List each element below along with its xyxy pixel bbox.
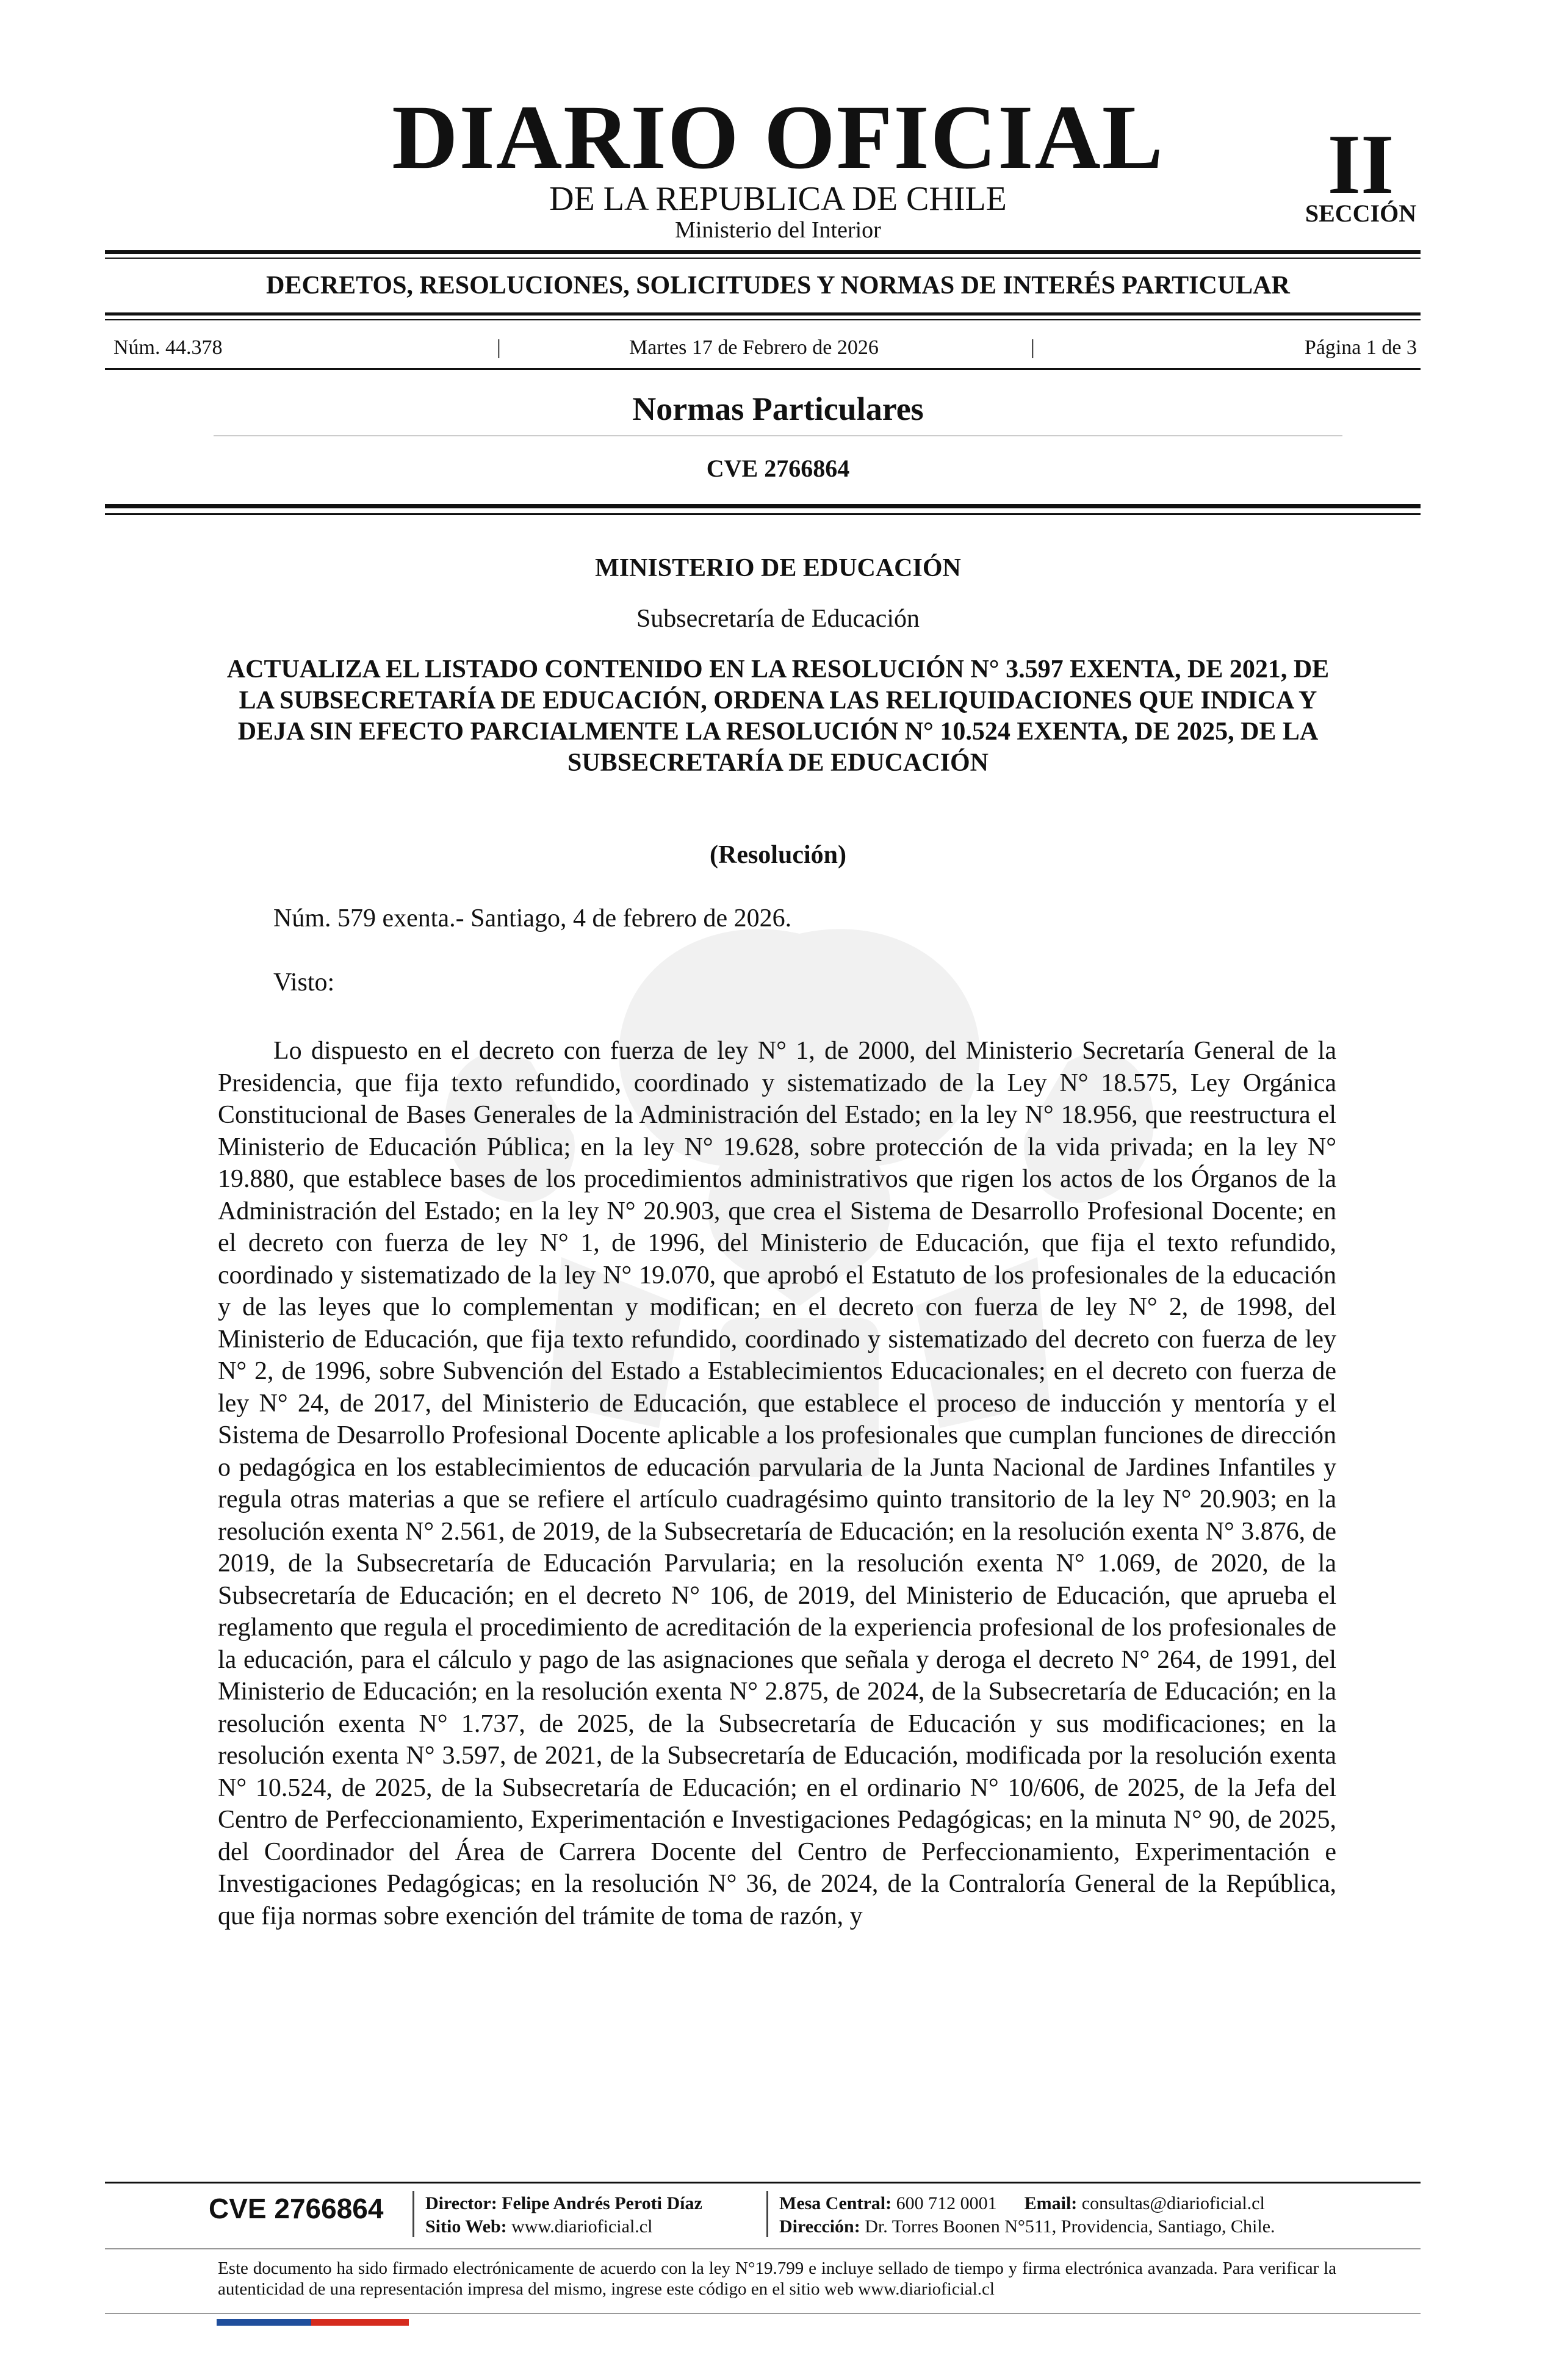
visto-paragraph: Lo dispuesto en el decreto con fuerza de ley N° 1, de 2000, del Ministerio Secretaría General de la Presidencia, que fija texto refundido, coordinado y sistematizado de la Ley N° 18.575, Ley Orgánica Constitucional de Bases Generales de la Administración del Estado; en la ley N° 18.956, que reestructura el Ministerio de Educación Pública; en la ley N° 19.628, sobre protección de la vida privada; en la ley N° 19.880, que establece bases de los procedimientos administrativos que rigen los actos de los Órganos de la Administración del Estado; en la ley N° 20.903, que crea el Sistema de Desarrollo Profesional Docente; en el decreto con fuerza de ley N° 1, de 1996, del Ministerio de Educación, que fija el texto refundido, coordinado y sistematizado de la ley N° 19.070, que aprobó el Estatuto de los profesionales de la educación y de las leyes que lo complementan y modifican; en el decreto con fuerza de ley N° 2, de 1998, del Ministerio de Educación, que fija texto refundido, coordinado y sistematizado del decreto con fuerza de ley N° 2, de 1996, sobre Subvención del Estado a Establecimientos Educacionales; en el decreto con fuerza de ley N° 24, de 2017, del Ministerio de Educación, que establece el proceso de inducción y mentoría y el Sistema de Desarrollo Profesional Docente aplicable a los profesionales que cumplan funciones de dirección o pedagógica en los establecimientos de educación parvularia de la Junta Nacional de Jardines Infantiles y regula otras materias a que se refiere el artículo cuadragésimo quinto transitorio de la ley N° 20.903; en la resolución exenta N° 2.561, de 2019, de la Subsecretaría de Educación; en la resolución exenta N° 3.876, de 2019, de la Subsecretaría de Educación Parvularia; en la resolución exenta N° 1.069, de 2020, de la Subsecretaría de Educación; en el decreto N° 106, de 2019, del Ministerio de Educación, que aprueba el reglamento que regula el procedimiento de acreditación de la experiencia profesional de los profesionales de la educación, para el cálculo y pago de las asignaciones que señala y deroga el decreto N° 264, de 1991, del Ministerio de Educación; en la resolución exenta N° 2.875, de 2024, de la Subsecretaría de Educación; en la resolución exenta N° 1.737, de 2025, de la Subsecretaría de Educación y sus modificaciones; en la resolución exenta N° 3.597, de 2021, de la Subsecretaría de Educación, modificada por la resolución exenta N° 10.524, de 2025, de la Subsecretaría de Educación; en el ordinario N° 10/606, de 2025, de la Jefa del Centro de Perfeccionamiento, Experimentación e Investigaciones Pedagógicas; en la minuta N° 90, de 2025, del Coordinador del Área de Carrera Docente del Centro de Perfeccionamiento, Experimentación e Investigaciones Pedagógicas; en la resolución N° 36, de 2024, de la Contraloría General de la República, que fija normas sobre exención del trámite de toma de razón, y xyxy=(218,1037,1336,1930)
category-heading: DECRETOS, RESOLUCIONES, SOLICITUDES Y NORMAS DE INTERÉS PARTICULAR xyxy=(266,272,1290,300)
header-bottom-rule-thick xyxy=(105,504,1421,508)
masthead-subtitle: DE LA REPUBLICA DE CHILE xyxy=(549,180,1007,218)
footer-address-line xyxy=(779,2215,1275,2238)
document-ministry: MINISTERIO DE EDUCACIÓN xyxy=(595,554,961,582)
footer-director-line xyxy=(425,2192,702,2215)
footer-web-link[interactable]: www.diarioficial.cl xyxy=(511,2216,653,2237)
section-heading-rule xyxy=(214,435,1342,436)
footer-cve-code: CVE 2766864 xyxy=(209,2193,384,2224)
footer-separator-left xyxy=(412,2191,414,2237)
category-rule-thin xyxy=(105,319,1421,320)
issue-date: Martes 17 de Febrero de 2026 xyxy=(629,336,879,359)
masthead-rule-thick xyxy=(105,250,1421,254)
issue-page: Página 1 de 3 xyxy=(1304,336,1417,359)
footer-contact-block xyxy=(779,2192,1275,2238)
footer-phone-line xyxy=(779,2192,1275,2215)
masthead-rule-thin xyxy=(105,258,1421,259)
footer-rule-bottom xyxy=(105,2313,1421,2314)
footer-phone-label: Mesa Central: xyxy=(779,2193,892,2213)
issue-separator-left: | xyxy=(497,336,501,359)
document-type: (Resolución) xyxy=(710,841,846,869)
footer-director-label: Director: xyxy=(425,2193,497,2213)
section-number: II xyxy=(1327,117,1394,212)
issue-number: Núm. 44.378 xyxy=(113,336,223,359)
category-rule-thick xyxy=(105,312,1421,316)
cve-code: CVE 2766864 xyxy=(706,455,850,482)
flag-stripe-blue xyxy=(217,2319,311,2326)
header-bottom-rule-thin xyxy=(105,513,1421,515)
footer-director-name: Felipe Andrés Peroti Díaz xyxy=(502,2193,702,2213)
document-number-line: Núm. 579 exenta.- Santiago, 4 de febrero de 2026. xyxy=(273,904,792,932)
visto-heading: Visto: xyxy=(273,968,335,997)
footer-separator-right xyxy=(766,2191,768,2237)
footer-email-link[interactable]: consultas@diarioficial.cl xyxy=(1081,2193,1265,2213)
issue-info-row xyxy=(113,336,1417,360)
document-subsecretaria: Subsecretaría de Educación xyxy=(636,605,920,633)
footer-address-label: Dirección: xyxy=(779,2216,860,2237)
masthead-title: DIARIO OFICIAL xyxy=(392,87,1164,188)
footer-address-value: Dr. Torres Boonen N°511, Providencia, Santiago, Chile. xyxy=(865,2216,1275,2237)
footer-disclaimer: Este documento ha sido firmado electrónicamente de acuerdo con la ley N°19.799 e incluye sellado de tiempo y firma electrónica avanzada. Para verificar la autenticidad de una representación impresa del mismo, ingrese este código en el sitio web www.diarioficial.cl xyxy=(218,2259,1336,2299)
footer-rule-top xyxy=(105,2182,1421,2183)
issue-rule xyxy=(105,368,1421,370)
footer-director-block xyxy=(425,2192,702,2238)
footer-web-line xyxy=(425,2215,702,2238)
masthead-ministry: Ministerio del Interior xyxy=(675,217,881,243)
issue-separator-right: | xyxy=(1031,336,1035,359)
document-title: ACTUALIZA EL LISTADO CONTENIDO EN LA RESOLUCIÓN N° 3.597 EXENTA, DE 2021, DE LA SUBSECRETARÍA DE EDUCACIÓN, ORDENA LAS RELIQUIDACIONES QUE INDICA Y DEJA SIN EFECTO PARCIALMENTE LA RESOLUCIÓN N° 10.524 EXENTA, DE 2025, DE LA SUBSECRETARÍA DE EDUCACIÓN xyxy=(226,655,1330,777)
flag-stripe-red xyxy=(311,2319,409,2326)
footer-rule-mid xyxy=(105,2248,1421,2249)
footer-email-label: Email: xyxy=(1024,2193,1078,2213)
footer-web-label: Sitio Web: xyxy=(425,2216,507,2237)
section-label: SECCIÓN xyxy=(1305,200,1417,227)
section-heading: Normas Particulares xyxy=(632,391,924,427)
footer-phone-value: 600 712 0001 xyxy=(896,2193,997,2213)
